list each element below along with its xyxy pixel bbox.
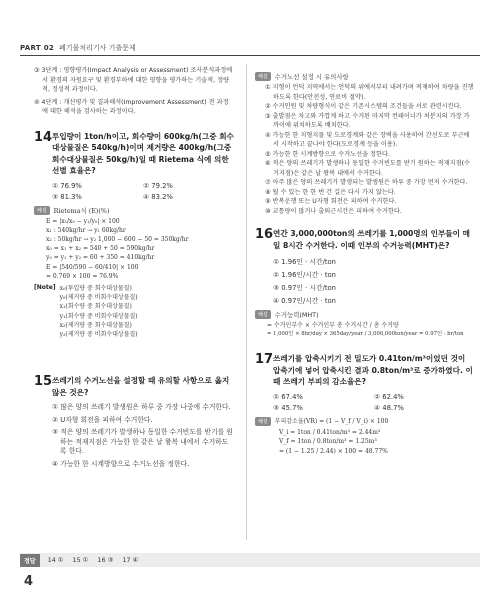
question-15: [34, 375, 234, 398]
exp-line: V_f = 1ton / 0.8ton/m³ = 1.25m³: [279, 438, 377, 446]
page-number: 4: [24, 574, 34, 589]
part-label: PART 02: [20, 44, 55, 52]
choice-3: ③ 적은 양의 쓰레기가 발생하나 동일한 수거빈도를 받기를 원하는 적재지점은 가능한 한 같은 날 왕복 내에서 수거하도록 한다.: [52, 428, 233, 456]
q17-explanation: [255, 417, 475, 456]
exp-line: 부피감소율(VR) = (1 − V_f / V_i) × 100: [274, 417, 389, 425]
choice-2: ② 79.2%: [143, 181, 173, 190]
header-title: 폐기물처리기사 기출문제: [59, 44, 136, 52]
exp-item: ⑦ 아주 많은 양의 쓰레기가 발생되는 발생원은 하루 중 가장 먼저 수거한다.: [265, 179, 468, 186]
choice-4: ④ 가능한 한 시계방향으로 수거노선을 정한다.: [52, 459, 190, 468]
note-line: x₀(투입량 중 회수대상물질): [59, 284, 132, 292]
exp-item: ⑤ 가능한 한 시계방향으로 수거노선을 정한다.: [265, 150, 390, 158]
explanation-tag: 해설: [34, 206, 50, 215]
question-number: 15: [34, 374, 53, 390]
right-column: [255, 72, 475, 456]
q16-choices: [255, 256, 475, 305]
question-14: [34, 131, 234, 177]
exp-item: ⑥ 적은 양의 쓰레기가 발생하나 동일한 수거빈도를 받기 원하는 적재지점(수거지점)은 같은 날 왕복 내에서 수거한다.: [265, 160, 470, 177]
choice-2: ② 62.4%: [374, 392, 404, 401]
note-line: y₀(제거량 중 비회수대상물질): [59, 294, 138, 302]
question-17: [255, 353, 475, 388]
choice-1: ① 67.4%: [273, 392, 303, 401]
exp-item: ⑩ 교통량이 많거나 출퇴근시간은 피하여 수거한다.: [265, 207, 402, 215]
left-top-item-3: ③ 3단계 : 영향평가(Impact Analysis or Assessment) 조사분석과정에서 환경의 자원요구 및 환경부하에 대한 영향을 평가하는 기술적, 정량적, 정성적 과정이다.: [34, 67, 233, 93]
exp-line: = (1 − 1.25 / 2.44) × 100 = 48.77%: [279, 447, 388, 455]
note-line: x₂(제거량 중 회수대상물질): [59, 321, 132, 329]
explanation-title: 수거노선 설정 시 유의사항: [274, 73, 349, 81]
q14-choices: [34, 182, 234, 201]
exp-line: = 1,000인 × 8hr/day × 365day/year / 3,000,000ton/year = 0.97인 · hr/ton: [267, 331, 464, 338]
explanation-tag: 해설: [255, 310, 271, 319]
explanation-tag: 해설: [255, 72, 271, 81]
answer-tag: 정답: [20, 554, 40, 567]
q16-explanation: [255, 310, 475, 339]
choice-3: ③ 81.3%: [52, 192, 82, 201]
question-number: 14: [34, 129, 53, 145]
q15-choices: [34, 403, 234, 469]
page-header: [20, 40, 480, 56]
q14-explanation: [34, 206, 234, 340]
exp-line: E = |540/590 − 60/410| × 100: [46, 263, 139, 271]
q15-explanation: [255, 72, 475, 216]
exp-item: ① 지형이 언덕 지역에서는 언덕의 위에서부터 내려가며 적재하여 차량을 진행하도록 한다(안전성, 연료비 절약).: [265, 84, 474, 101]
exp-line: V_i = 1ton / 0.41ton/m³ = 2.44m³: [279, 429, 381, 437]
choice-4: ④ 83.2%: [143, 192, 173, 201]
note-label: [Note]: [34, 283, 56, 291]
exp-line: x₂ : 50kg/hr → y₂ 1,000 − 600 − 50 = 350kg/hr: [46, 235, 189, 243]
explanation-title: Rietema식 (E)(%): [53, 206, 110, 215]
question-text: 투입량이 1ton/h이고, 회수량이 600kg/h(그중 회수대상물질은 540kg/h)이며 제거량은 400kg/h(그중 회수대상물질은 50kg/h)일 때 Rietema 식에 의한 선별 효율은?: [52, 131, 234, 175]
note-line: y₁(회수량 중 비회수대상물질): [59, 312, 138, 320]
exp-line: x₀ = x₁ + x₂ = 540 + 50 = 590kg/hr: [46, 245, 155, 253]
note-line: x₁(회수량 중 회수대상물질): [59, 303, 132, 311]
choice-3: ③ 0.97인 · 시간/ton: [273, 284, 336, 292]
answer-item: 17 ④: [122, 556, 139, 564]
question-16: [255, 228, 475, 251]
exp-item: ④ 가능한 한 지형지물 및 도로경계와 같은 장벽을 사용하여 간선도로 부근에서 시작하고 끝나야 한다(도로경계 등을 이용).: [265, 131, 470, 148]
exp-line: = 0.769 × 100 = 76.9%: [46, 272, 119, 280]
choice-1: ① 76.9%: [52, 181, 82, 190]
left-column: [34, 66, 234, 472]
exp-item: ⑧ 될 수 있는 한 한 번 간 길은 다시 가지 않는다.: [265, 188, 396, 196]
choice-2: ② 1.96인/시간 · ton: [273, 271, 336, 279]
exp-item: ② 수거인원 및 차량형식이 같은 기존시스템의 조건들을 서로 관련시킨다.: [265, 103, 462, 110]
exp-line: x₁ : 540kg/hr → y₁ 60kg/hr: [46, 226, 126, 234]
choice-1: ① 많은 양의 쓰레기 발생원은 하루 중 가장 나중에 수거한다.: [52, 403, 231, 412]
exp-item: ⑨ 반복운행 또는 U자형 회전은 피하여 수거한다.: [265, 198, 397, 205]
note-line: y₂(제거량 중 비회수대상물질): [59, 330, 138, 338]
choice-4: ④ 48.7%: [374, 403, 404, 412]
exp-line: = 수거인부수 × 수거인부 총 수거시간 / 총 수거량: [267, 322, 399, 329]
choice-3: ③ 45.7%: [273, 403, 303, 412]
question-number: 16: [255, 227, 274, 242]
answer-item: 15 ①: [72, 556, 89, 564]
explanation-title: 수거능력(MHT): [274, 311, 319, 319]
question-number: 17: [255, 352, 274, 368]
header-rule: [20, 55, 480, 56]
answer-bar: [20, 553, 480, 567]
choice-4: ④ 0.97인/시간 · ton: [273, 297, 336, 305]
exp-line: E = |x₁/x₀ − y₁/y₀| × 100: [46, 217, 120, 225]
left-top-item-4: ④ 4단계 : 개선평가 및 결과해석(Improvement Assessment) 전 과정에 대한 해석을 검사하는 과정이다.: [34, 98, 229, 115]
exp-item: ③ 출발점은 차고와 가깝게 하고 수거된 마지막 컨테이너가 처분지의 가장 가까이에 위치하도록 배치한다.: [265, 112, 470, 129]
exp-line: y₀ = y₁ + y₂ = 60 + 350 = 410kg/hr: [46, 254, 155, 262]
question-text: 쓰레기의 수거노선을 설정할 때 유의할 사항으로 옳지 않은 것은?: [52, 376, 230, 397]
choice-2: ② U자형 회전을 피하여 수거한다.: [52, 415, 153, 424]
column-divider: [246, 64, 247, 540]
answer-item: 14 ①: [47, 556, 64, 564]
q17-choices: [255, 393, 475, 412]
choice-1: ① 1.96인 · 시간/ton: [273, 258, 336, 266]
question-text: 연간 3,000,000ton의 쓰레기를 1,000명의 인부들이 매일 8시간 수거한다. 이때 인부의 수거능력(MHT)은?: [273, 229, 470, 250]
answer-item: 16 ③: [97, 556, 114, 564]
explanation-tag: 해설: [255, 417, 271, 426]
question-text: 쓰레기를 압축시키기 전 밀도가 0.41ton/m³이었던 것이 압축기에 넣어 압축시킨 결과 0.8ton/m³로 증가하였다. 이때 쓰레기 부피의 감소율은?: [273, 354, 473, 387]
